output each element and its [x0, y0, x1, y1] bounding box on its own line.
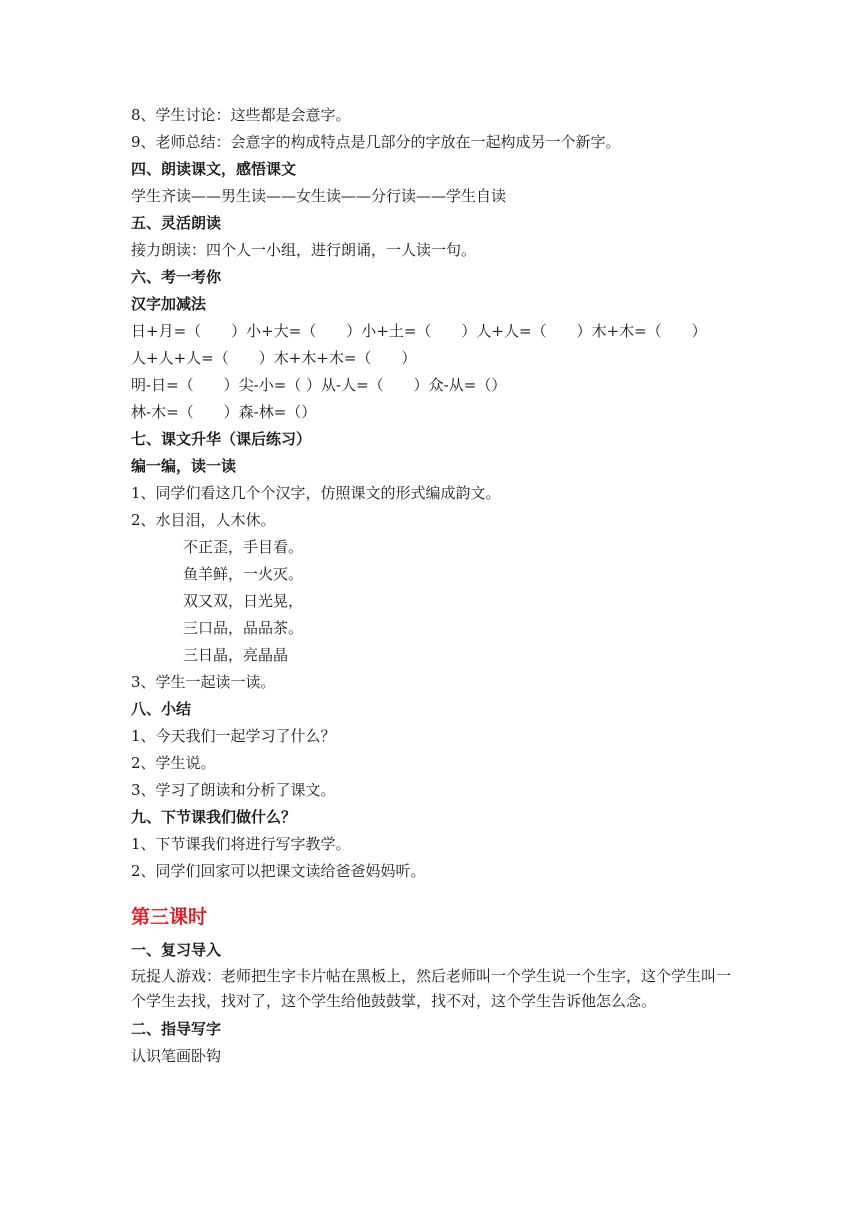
text-line: 三日晶，亮晶晶: [183, 646, 289, 664]
text-line: 林-木=（ ）森-林=（）: [131, 403, 317, 421]
section-heading: 四、朗读课文，感悟课文: [131, 160, 297, 178]
text-line: 1、同学们看这几个个汉字，仿照课文的形式编成韵文。: [131, 484, 501, 502]
text-line: 明-日=（ ）尖-小=（ ）从-人=（ ）众-从=（）: [131, 376, 507, 394]
review-paragraph: 玩捉人游戏：老师把生字卡片帖在黑板上，然后老师叫一个学生说一个生字，这个学生叫一个学生去找，找对了，这个学生给他鼓鼓掌，找不对，这个学生告诉他怎么念。: [131, 967, 732, 1010]
section-heading: 九、下节课我们做什么？: [131, 808, 297, 826]
section-heading: 六、考一考你: [131, 268, 222, 286]
text-line: 3、学生一起读一读。: [131, 673, 276, 691]
section-heading: 编一编，读一读: [131, 457, 237, 475]
section-heading: 五、灵活朗读: [131, 214, 222, 232]
section-heading: 汉字加减法: [131, 295, 207, 313]
text-line: 人+人+人=（ ）木+木+木=（ ）: [131, 349, 417, 367]
spacer: [131, 885, 741, 897]
section-heading-writing: 二、指导写字: [131, 1020, 222, 1038]
text-line: 9、老师总结：会意字的构成特点是几部分的字放在一起构成另一个新字。: [131, 133, 621, 151]
text-line: 2、水目泪，人木休。: [131, 511, 276, 529]
section-heading-review: 一、复习导入: [131, 941, 222, 959]
section-heading: 八、小结: [131, 700, 192, 718]
text-line: 1、今天我们一起学习了什么？: [131, 727, 336, 745]
text-line: 鱼羊鲜，一火灭。: [183, 565, 304, 583]
text-line: 双又双，日光晃，: [183, 592, 304, 610]
lesson-title: 第三课时: [131, 906, 208, 928]
text-line: 接力朗读：四个人一小组，进行朗诵，一人读一句。: [131, 241, 477, 259]
document-content: [131, 102, 741, 1070]
text-line: 1、下节课我们将进行写字教学。: [131, 835, 351, 853]
text-line: 日+月=（ ）小+大=（ ）小+土=（ ）人+人=（ ）木+木=（ ）: [131, 322, 707, 340]
lesson-lines: [131, 102, 741, 885]
text-line: 学生齐读——男生读——女生读——分行读——学生自读: [131, 187, 507, 205]
text-line: 不正歪，手目看。: [183, 538, 304, 556]
section-heading: 七、课文升华（课后练习）: [131, 430, 312, 448]
text-line: 3、学习了朗读和分析了课文。: [131, 781, 336, 799]
text-line: 2、同学们回家可以把课文读给爸爸妈妈听。: [131, 862, 426, 880]
text-line: 三口品，品品茶。: [183, 619, 304, 637]
text-line: 8、学生讨论：这些都是会意字。: [131, 106, 351, 124]
writing-line: 认识笔画卧钩: [131, 1047, 222, 1065]
text-line: 2、学生说。: [131, 754, 216, 772]
